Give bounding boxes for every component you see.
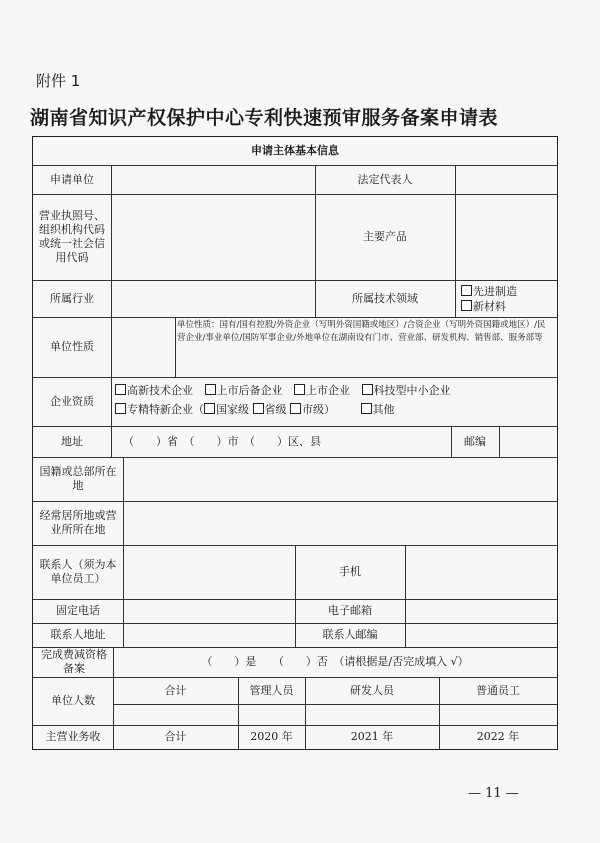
mobile-field[interactable] [405,545,557,599]
label-contact-postcode: 联系人邮编 [322,628,378,641]
label-phone: 固定电话 [56,604,100,617]
revenue-col-total: 合计 [164,730,187,743]
headcount-col-rd: 研发人员 [350,683,394,697]
contact-address-field[interactable] [123,623,295,647]
label-enterprise-qual: 企业资质 [50,394,94,408]
qual-level-city[interactable]: 市级 [290,403,324,416]
tech-option-new-materials[interactable]: 新材料 [461,299,555,314]
headcount-col-total: 合计 [164,683,187,697]
label-main-products: 主要产品 [363,230,407,243]
section-header: 申请主体基本信息 [251,144,339,157]
phone-field[interactable] [123,599,295,623]
application-form: 申请主体基本信息 申请单位 法定代表人 营业执照号、组织机构代码或统一社会信用代码 主要产品 所属行业 所属技术领域 先进制造 新材料 单位性质 单位性质：国有/国有控股/外资企业（写明外资国籍或地区）/合资企业（写明外资国籍或地区）/民营企业/事业单位/国防军事企业/外地单位在湖南设有门市、营业部、研发机构、销售部、服务部等 企业资质 高新技术企业 上市后备企业 上市企业 科技型中小企业 专精特新企业（ 国家级 省级 市级） 其他 地址 （ ）省 （ ）市 （ ）区、县 邮编 国籍或总部所在地 经常居所地或营业所所在地 联系人（须为本单位员工） 手机 固定电话 电子邮箱 联系人地址 联系人邮编 完成费减资格备案 （ ）是 （ ）否 （请根据是/否完成填入 √） 单位人数 合计 管理人员 研发人员 普通员工 主营业务收 合计 2020 年 2021 年 2022 年 [32,136,558,750]
tech-option-advanced-mfg[interactable]: 先进制造 [461,284,555,299]
nationality-field[interactable] [123,457,557,501]
annex-label: 附件 1 [36,72,81,90]
checkbox-icon [253,403,264,414]
page-number: — 11 — [468,786,519,801]
checkbox-icon [294,384,305,395]
label-legal-rep: 法定代表人 [357,172,413,186]
qual-sme-tech[interactable]: 科技型中小企业 [362,384,451,397]
label-revenue: 主营业务收 [45,730,101,743]
revenue-col-2020: 2020 年 [250,730,293,743]
contact-field[interactable] [123,545,295,599]
revenue-col-2021: 2021 年 [350,730,394,743]
form-title: 湖南省知识产权保护中心专利快速预审服务备案申请表 [30,107,499,129]
label-nationality: 国籍或总部所在地 [39,465,117,492]
checkbox-icon [461,285,472,296]
checkbox-icon [290,403,301,414]
checkbox-icon [361,403,372,414]
email-field[interactable] [405,599,557,623]
residence-field[interactable] [123,501,557,545]
label-tech-field: 所属技术领域 [352,291,418,305]
label-fee-reduction: 完成费减资格备案 [41,648,107,675]
label-contact: 联系人（须为本单位员工） [39,558,117,585]
label-email: 电子邮箱 [328,604,372,617]
headcount-col-general: 普通员工 [476,683,520,697]
qual-listing-reserve[interactable]: 上市后备企业 [205,384,283,397]
checkbox-icon [204,403,215,414]
qual-high-tech[interactable]: 高新技术企业 [115,384,193,397]
main-products-field[interactable] [455,194,557,280]
headcount-col-management: 管理人员 [249,683,294,697]
label-mobile: 手机 [339,565,361,578]
qual-listed[interactable]: 上市企业 [294,384,350,397]
checkbox-icon [461,300,472,311]
contact-postcode-field[interactable] [405,623,557,647]
qual-level-national[interactable]: 国家级 [204,403,249,416]
label-address: 地址 [61,434,83,448]
applicant-field[interactable] [111,165,315,194]
label-industry: 所属行业 [50,291,94,305]
qual-other[interactable]: 其他 [361,403,395,416]
label-license-code: 营业执照号、组织机构代码或统一社会信用代码 [39,209,105,264]
legal-rep-field[interactable] [455,165,557,194]
qual-specialized[interactable]: 专精特新企业（ [115,403,204,416]
address-field[interactable]: （ ）省 （ ）市 （ ）区、县 [123,434,321,448]
revenue-col-2022: 2022 年 [476,730,520,743]
industry-field[interactable] [111,280,315,317]
qual-level-provincial[interactable]: 省级 [253,403,287,416]
checkbox-icon [362,384,373,395]
checkbox-icon [205,384,216,395]
fee-reduction-choice[interactable]: （ ）是 （ ）否 （请根据是/否完成填入 √） [201,655,469,668]
postcode-field[interactable] [499,426,557,457]
label-headcount: 单位人数 [51,694,95,707]
checkbox-icon [115,384,126,395]
unit-nature-description: 单位性质：国有/国有控股/外资企业（写明外资国籍或地区）/合资企业（写明外资国籍或地区）/民营企业/事业单位/国防军事企业/外地单位在湖南设有门市、营业部、研发机构、销售部、服务部等 [177,320,546,343]
label-applicant: 申请单位 [50,172,94,186]
label-unit-nature: 单位性质 [50,340,94,353]
checkbox-icon [115,403,126,414]
label-postcode: 邮编 [464,434,486,448]
license-code-field[interactable] [111,194,315,280]
label-residence: 经常居所地或营业所所在地 [39,509,117,536]
label-contact-address: 联系人地址 [50,628,106,641]
